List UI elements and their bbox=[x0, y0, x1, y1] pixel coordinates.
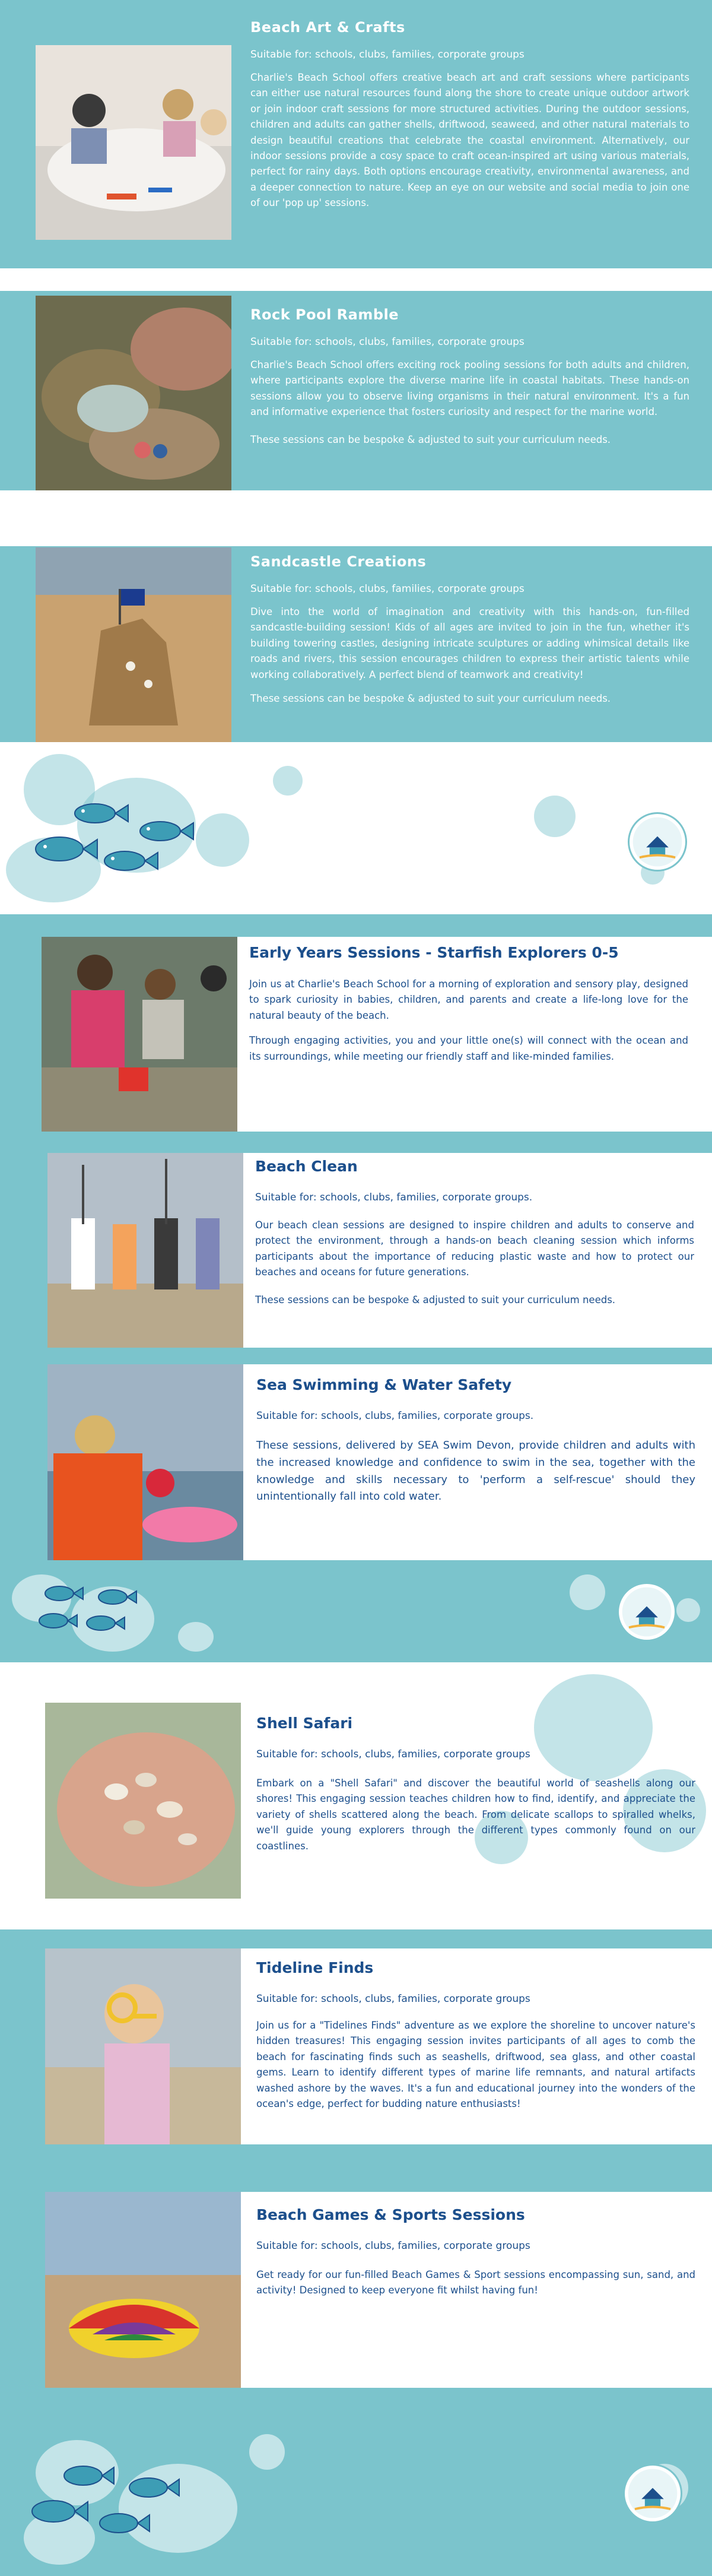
section-suitable: Suitable for: schools, clubs, families, corporate groups bbox=[250, 49, 525, 61]
section-suitable: Suitable for: schools, clubs, families, corporate groups bbox=[250, 336, 525, 348]
section-suitable: Suitable for: schools, clubs, families, corporate groups bbox=[250, 583, 525, 595]
gap-band-2 bbox=[0, 490, 712, 546]
rock-pool-photo bbox=[36, 296, 231, 490]
section-title: Shell Safari bbox=[256, 1715, 353, 1732]
gap-band bbox=[0, 268, 712, 291]
early-years-photo bbox=[42, 937, 237, 1132]
sandcastle-text bbox=[250, 553, 689, 706]
section-suitable: Suitable for: schools, clubs, families, corporate groups bbox=[256, 1993, 530, 2005]
section-note: These sessions can be bespoke & adjusted to suit your curriculum needs. bbox=[250, 692, 611, 704]
section-body: Charlie's Beach School offers creative beach art and craft sessions where participants can either use natural resources found along the shore to create unique outdoor artwork or join indoor craft sessions for more structured activities. During the outdoor sessions, children and adults can gather shells, driftwood, seaweed, and other natural materials to design beautiful creations that celebrate the coastal environment. Alternatively, our indoor sessions provide a cosy space to craft ocean-inspired art using various materials, perfect for rainy days. Both options encourage creativity, environmental awareness, and a deeper connection to nature. Keep an eye on our website and social media to join one of our 'pop up' sessions. bbox=[250, 72, 689, 209]
beach-games-photo bbox=[45, 2192, 241, 2388]
beach-art-photo bbox=[36, 45, 231, 240]
beach-art-text bbox=[250, 19, 689, 211]
beach-hut-logo-icon bbox=[628, 812, 687, 872]
section-body: Our beach clean sessions are designed to inspire children and adults to conserve and protect the environment, through a hands-on beach cleaning session which informs participants about the importance of reducing plastic waste and how to protect our beaches and oceans for future generations. bbox=[255, 1219, 694, 1278]
section-body: Join us at Charlie's Beach School for a morning of exploration and sensory play, designed to spark curiosity in babies, children, and parents and create a life-long love for the natural beauty of the beach. bbox=[249, 978, 688, 1021]
section-suitable: Suitable for: schools, clubs, families, corporate groups. bbox=[256, 1410, 534, 1422]
section-title: Tideline Finds bbox=[256, 1959, 374, 1976]
beach-hut-logo-icon bbox=[623, 2464, 682, 2523]
sea-swim-photo bbox=[47, 1364, 243, 1560]
section-suitable: Suitable for: schools, clubs, families, corporate groups. bbox=[255, 1192, 533, 1203]
section-note: These sessions can be bespoke & adjusted to suit your curriculum needs. bbox=[250, 433, 611, 445]
tideline-photo bbox=[45, 1948, 241, 2144]
beach-hut-logo-icon bbox=[617, 1582, 676, 1642]
shell-safari-text bbox=[256, 1715, 695, 1854]
beach-clean-photo bbox=[47, 1153, 243, 1348]
section-suitable: Suitable for: schools, clubs, families, corporate groups bbox=[256, 2240, 530, 2252]
section-title: Beach Clean bbox=[255, 1158, 358, 1175]
fish-icon bbox=[24, 796, 196, 879]
sandcastle-photo bbox=[36, 547, 231, 742]
fish-icon bbox=[24, 2458, 190, 2541]
rock-pool-text bbox=[250, 306, 689, 448]
section-title: Sandcastle Creations bbox=[250, 553, 427, 570]
beach-games-text bbox=[256, 2206, 695, 2299]
section-body: Charlie's Beach School offers exciting rock pooling sessions for both adults and children, where participants explore the diverse marine life in coastal habitats. These hands-on sessions allow you to observe living organisms in their natural environment. It's a fun and informative experience that fosters curiosity and respect for the marine world. bbox=[250, 359, 689, 418]
beach-clean-text bbox=[255, 1158, 694, 1308]
early-years-text bbox=[249, 944, 688, 1064]
tideline-text bbox=[256, 1959, 695, 2112]
section-body: These sessions, delivered by SEA Swim Devon, provide children and adults with the increased knowledge and confidence to swim in the sea, together with the knowledge and skills necessary to 'perform a self-rescue' should they unintentionally fall into cold water. bbox=[256, 1439, 695, 1503]
sea-swim-text bbox=[256, 1376, 695, 1506]
section-title: Rock Pool Ramble bbox=[250, 306, 399, 323]
section-suitable: Suitable for: schools, clubs, families, corporate groups bbox=[256, 1748, 530, 1760]
section-note: Through engaging activities, you and your little one(s) will connect with the ocean and its surroundings, while meeting our friendly staff and like-minded families. bbox=[249, 1035, 688, 1062]
section-title: Early Years Sessions - Starfish Explorers 0-5 bbox=[249, 944, 619, 961]
section-title: Sea Swimming & Water Safety bbox=[256, 1376, 512, 1393]
section-title: Beach Games & Sports Sessions bbox=[256, 2206, 525, 2223]
section-title: Beach Art & Crafts bbox=[250, 19, 405, 36]
fish-icon bbox=[30, 1579, 148, 1639]
section-body: Join us for a "Tidelines Finds" adventure as we explore the shoreline to uncover nature's hidden treasures! This engaging session invites participants of all ages to comb the beach for fascinating finds such as seashells, driftwood, sea glass, and other coastal gems. Learn to identify different types of marine life remnants, and natural artifacts washed ashore by the waves. It's a fun and educational journey into the wonders of the ocean's edge, perfect for budding nature enthusiasts! bbox=[256, 2020, 695, 2109]
shell-safari-photo bbox=[45, 1703, 241, 1899]
section-body: Embark on a "Shell Safari" and discover the beautiful world of seashells along our shores! This engaging session teaches children how to find, identify, and appreciate the variety of shells scattered along the beach. From delicate scallops to spiralled whelks, we'll guide young explorers through the different types commonly found on our coastlines. bbox=[256, 1777, 695, 1852]
section-note: These sessions can be bespoke & adjusted to suit your curriculum needs. bbox=[255, 1294, 616, 1306]
section-body: Get ready for our fun-filled Beach Games & Sport sessions encompassing sun, sand, and activity! Designed to keep everyone fit whilst having fun! bbox=[256, 2269, 695, 2296]
section-body: Dive into the world of imagination and creativity with this hands-on, fun-filled sandcastle-building session! Kids of all ages are invited to join in the fun, whether it's building towering castles, designing intricate sculptures or adding whimsical details like roads and rivers, this session encourages children to express their artistic talents while working collaboratively. A perfect blend of teamwork and creativity! bbox=[250, 606, 689, 680]
